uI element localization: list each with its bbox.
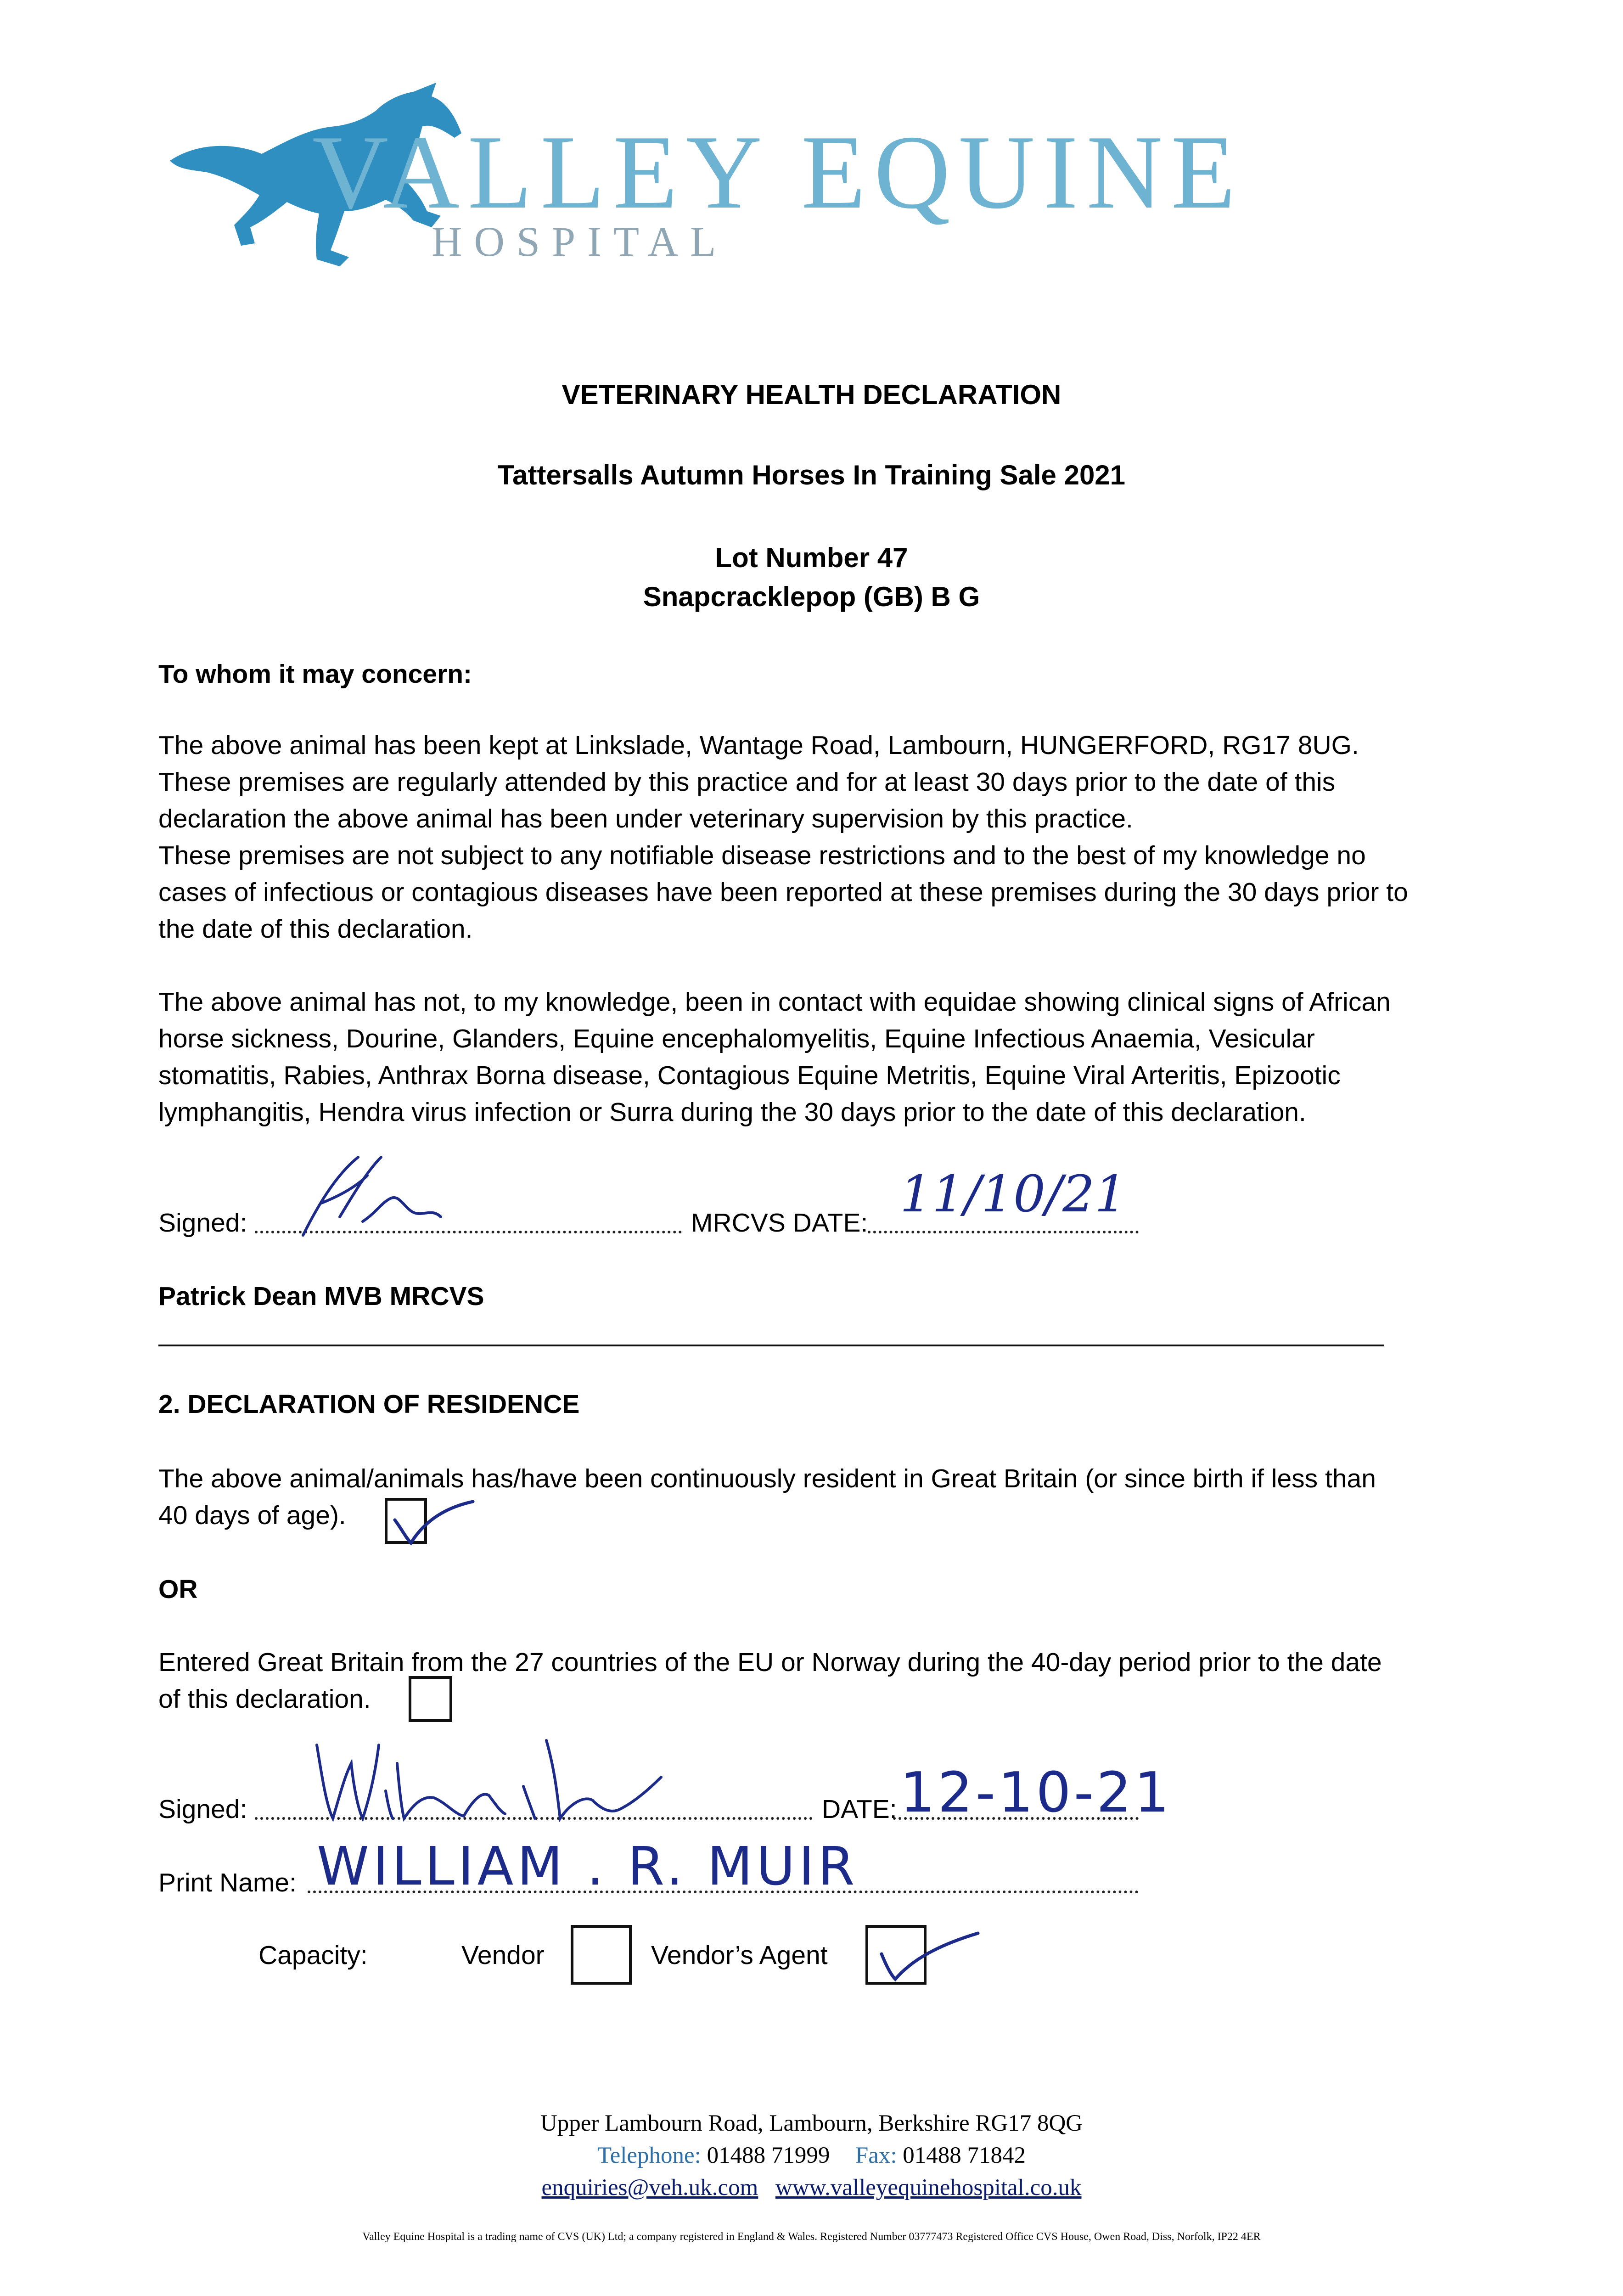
footer-address: Upper Lambourn Road, Lambourn, Berkshire RG17 8QG: [540, 2110, 1083, 2136]
owner-date-label: DATE:: [822, 1795, 897, 1824]
text-line: The above animal has been kept at Linkslade, Wantage Road, Lambourn, HUNGERFORD, RG17 8UG.: [158, 731, 1359, 760]
text-line: 40 days of age).: [158, 1501, 346, 1530]
document-title: VETERINARY HEALTH DECLARATION: [562, 379, 1061, 410]
print-name-value: WILLIAM . R. MUIR: [317, 1836, 859, 1897]
text-line: of this declaration.: [158, 1684, 371, 1714]
footer-contacts: [0, 2174, 1623, 2201]
owner-signature: [308, 1727, 675, 1828]
check-mark-icon: [386, 1492, 477, 1552]
section-divider: [158, 1345, 1384, 1346]
owner-signed-label: Signed:: [158, 1795, 247, 1824]
residence-option2: [158, 1644, 1490, 1717]
text-line: These premises are regularly attended by this practice and for at least 30 days prior to the date of this: [158, 767, 1336, 797]
telephone-label: Telephone:: [597, 2143, 701, 2168]
telephone-number: 01488 71999: [707, 2143, 830, 2168]
residence-option2-checkbox[interactable]: [409, 1676, 452, 1722]
text-line: stomatitis, Rabies, Anthrax Borna disease, Contagious Equine Metritis, Equine Viral Arteritis, Epizootic: [158, 1061, 1341, 1090]
disease-paragraph: [158, 984, 1490, 1131]
logo-name: VALLEY EQUINE: [312, 113, 1244, 231]
text-line: cases of infectious or contagious diseases have been reported at these premises during the 30 days prior to: [158, 878, 1408, 907]
text-line: The above animal/animals has/have been continuously resident in Great Britain (or since birth if less than: [158, 1464, 1376, 1493]
lot-number: Lot Number 47: [715, 542, 908, 573]
mrcvs-date-value: 11/10/21: [900, 1165, 1127, 1223]
or-label: OR: [158, 1575, 198, 1604]
vet-signed-label: Signed:: [158, 1208, 247, 1238]
capacity-label: Capacity:: [258, 1941, 368, 1970]
text-line: Entered Great Britain from the 27 countries of the EU or Norway during the 40-day period prior to the date: [158, 1648, 1382, 1677]
website-link[interactable]: www.valleyequinehospital.co.uk: [775, 2175, 1082, 2200]
mrcvs-date-label: MRCVS DATE:: [691, 1208, 868, 1238]
section2-heading: 2. DECLARATION OF RESIDENCE: [158, 1390, 580, 1419]
text-line: the date of this declaration.: [158, 914, 473, 944]
text-line: lymphangitis, Hendra virus infection or Surra during the 30 days prior to the date of this declaration.: [158, 1097, 1306, 1127]
vet-signature: [289, 1148, 445, 1240]
horse-name: Snapcracklepop (GB) B G: [643, 581, 980, 612]
owner-date-value: 12-10-21: [900, 1761, 1172, 1825]
text-line: horse sickness, Dourine, Glanders, Equine encephalomyelitis, Equine Infectious Anaemia, Vesicular: [158, 1024, 1315, 1053]
footer-legal: Valley Equine Hospital is a trading name of CVS (UK) Ltd; a company registered in England & Wales. Registered Number 03777473 Registered Office CVS House, Owen Road, Diss, Norfolk, IP22 4ER: [362, 2231, 1261, 2243]
fax-label: Fax:: [855, 2143, 897, 2168]
check-mark-icon: [872, 1922, 992, 1991]
logo: [156, 73, 1244, 266]
sale-name: Tattersalls Autumn Horses In Training Sale 2021: [497, 460, 1126, 490]
agent-label: Vendor’s Agent: [651, 1941, 828, 1970]
text-line: These premises are not subject to any notifiable disease restrictions and to the best of my knowledge no: [158, 841, 1366, 870]
email-link[interactable]: enquiries@veh.uk.com: [541, 2175, 758, 2200]
vet-name: Patrick Dean MVB MRCVS: [158, 1282, 484, 1311]
fax-number: 01488 71842: [903, 2143, 1026, 2168]
logo-sub: HOSPITAL: [432, 218, 728, 265]
salutation: To whom it may concern:: [158, 659, 472, 689]
mrcvs-date-line: [868, 1231, 1139, 1233]
print-name-label: Print Name:: [158, 1868, 297, 1897]
vendor-label: Vendor: [461, 1941, 545, 1970]
footer-phone-fax: [0, 2142, 1623, 2169]
text-line: The above animal has not, to my knowledge, been in contact with equidae showing clinical signs of African: [158, 987, 1391, 1017]
premises-paragraph: [158, 727, 1490, 947]
vendor-checkbox[interactable]: [571, 1925, 632, 1985]
text-line: declaration the above animal has been under veterinary supervision by this practice.: [158, 804, 1133, 833]
residence-option1: [158, 1460, 1490, 1534]
